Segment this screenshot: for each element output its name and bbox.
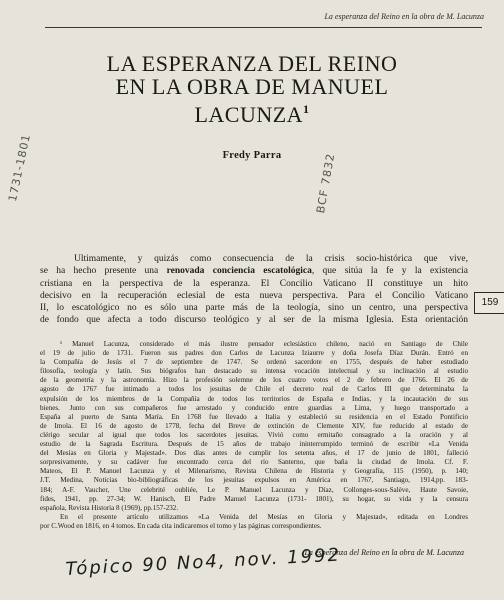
footnote-line: 184; A-F. Vaucher, Une celebrité oubliée, Le P. Manuel Lacunza y Díaz, Collonges-sous-Salève, Haute Savoie, — [40, 485, 468, 494]
body-line: de fondo que afecta a todo discurso teológico y al ser de la misma Iglesia. Esta orientación — [40, 315, 468, 326]
footnote-line: por C.Wood en 1816, en 4 tomos. En cada cita indicaremos el tomo y las páginas correspondientes. — [40, 521, 322, 530]
body-line: II, lo escatológico no es sólo una parte más de la teología, sino un centro, una perspectiva — [40, 303, 468, 314]
handwritten-source-note: Tópico 90 No4, nov. 1992 — [65, 544, 342, 580]
title-footnote-mark: 1 — [303, 102, 310, 116]
footnote-line: la Compañía de Jesús el 7 de septiembre de 1747. Se ordenó sacerdote en 1755, después de haber estudiado — [40, 358, 468, 367]
footnote-line: clérigo secular al igual que todos los sacerdotes jesuitas. Vivió como ermitaño consagrado a la oración y al — [40, 430, 468, 439]
header-rule — [45, 27, 482, 28]
footnote-line: española, Revista Historia 8 (1969), pp.157-232. — [40, 503, 179, 512]
footnote-line: expulsión de los miembros de la Compañía de todos los territorios de España e Indias, y la incautación de sus — [40, 394, 468, 403]
footnote-line: estudio de la Sagrada Escritura. Después de 15 años de trabajo ininterrumpido terminó de escribir «La Venida — [40, 440, 468, 449]
running-foot: La esperanza del Reino en la obra de M. Lacunza — [304, 548, 464, 557]
article-title — [0, 52, 504, 126]
body-line: cristiana en la perspectiva de la esperanza. El Concilio Vaticano II constituye un hito — [40, 278, 468, 289]
emphasis-text: renovada conciencia escatológica — [166, 266, 312, 277]
running-head: La esperanza del Reino en la obra de M. Lacunza — [324, 12, 484, 21]
title-line-3: LACUNZA — [194, 102, 304, 127]
footnote-line: J.T. Medina, Noticias bio-bibliográficas de los jesuitas expulsos en América en 1767, Santiago, 1914,pp. 183- — [40, 476, 468, 485]
footnote-line: ¹ Manuel Lacunza, considerado el más ilustre pensador eclesiástico chileno, nació en Santiago de Chile — [60, 340, 468, 348]
footnote-line: sorpresivamente, y su cadáver fue encontrado cerca del río Santerno, que baña la ciudad de Imola. Cf. F. — [40, 458, 468, 467]
author-name: Fredy Parra — [222, 150, 282, 161]
footnote-line: de Imola. El 16 de agosto de 1778, fecha del Breve de extinción de Clemente XIV, fue reducido al estado de — [40, 421, 468, 430]
footnote-line: España al puerto de Santa María. En 1768 fue llevado a Italia y estableció su residencia en el Estado Pontificio — [40, 412, 468, 421]
footnote-line: agosto de 1767 fue intimado a todos los jesuitas de Chile el decreto real de Carlos III que determinaba la — [40, 385, 468, 394]
footnote-line: En el presente artículo utilizamos «La Venida del Mesías en Gloria y Majestad», editada en Londres — [60, 512, 468, 521]
body-line: Ultimamente, y quizás como consecuencia de la crisis socio-histórica que vive, — [74, 254, 468, 264]
footnote-line: el 19 de julio de 1731. Fueron sus padres don Carlos de Lacunza Iziaurre y doña Josefa Díaz Durán. Entró en — [40, 349, 468, 358]
footnote-line: del Mesías en Gloria y Majestad». Dos días antes de cumplir los setenta años, el 17 de junio de 1801, falleció — [40, 449, 468, 458]
footnote-line: bienes. Junto con sus compañeros fue arrestado y conducido entre guardias a Lima, y luego transportado a — [40, 403, 468, 412]
footnote-line: Mateos, El P. Manuel Lacunza y el Milenarismo, Revista Chilena de Historia y Geografía, 115 (1950), p. 140; — [40, 467, 468, 476]
footnote-line: de la geometría y la astronomía. Hizo la profesión solemne de los cuatro votos el 2 de febrero de 1766. El 26 de — [40, 376, 468, 385]
body-line: decisivo en la recuperación eclesial de esta nueva perspectiva. Para el Concilio Vaticano — [40, 290, 468, 301]
footnote-line: fides, 1941, pp. 27-34; W. Hanisch, El Padre Manuel Lacunza (1731- 1801), su hogar, su vida y la censura — [40, 494, 468, 503]
title-line-2: EN LA OBRA DE MANUEL — [115, 74, 389, 99]
page-number-tab: 159 — [474, 292, 504, 314]
title-line-1: LA ESPERANZA DEL REINO — [106, 51, 398, 76]
footnote-block — [40, 340, 468, 531]
handwritten-dates-note: 1731-1801 — [6, 132, 34, 203]
body-paragraph — [40, 253, 468, 327]
body-line: se ha hecho presente una renovada conciencia escatológica, que sitúa la fe y la existencia — [40, 266, 468, 277]
footnote-line: filosofía, teología y latín. Sus biógrafos han destacado su intensa vocación intelectual y su inclinación al estudio — [40, 367, 468, 376]
handwritten-catalog-note: BCF 7832 — [314, 152, 338, 215]
